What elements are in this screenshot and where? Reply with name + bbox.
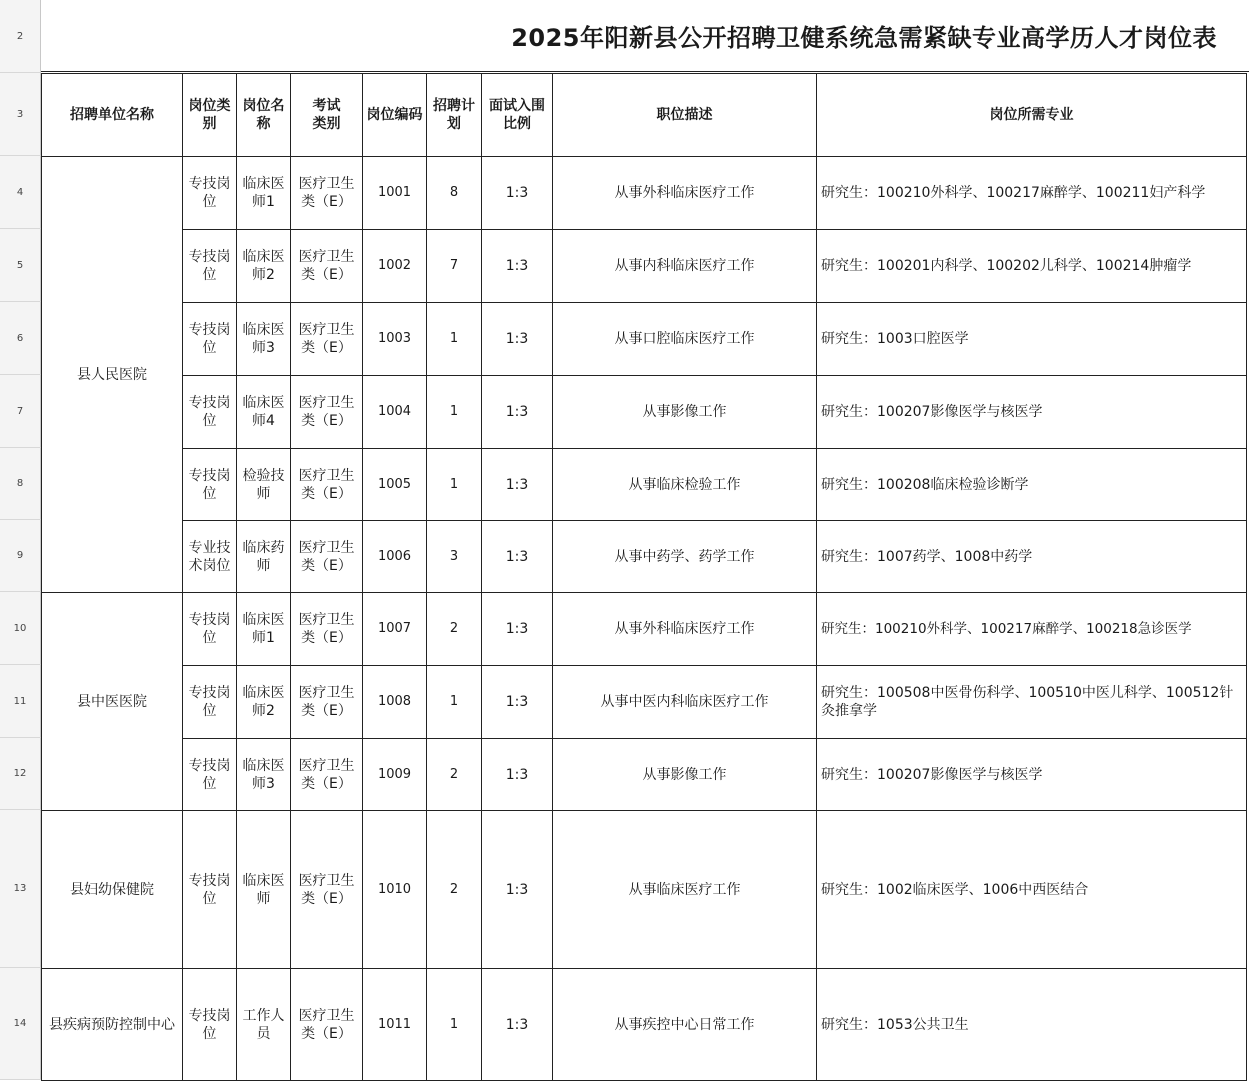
exam-type-cell[interactable]: 医疗卫生类（E）: [291, 449, 363, 521]
plan-cell[interactable]: 1: [427, 969, 482, 1081]
exam-type-cell[interactable]: 医疗卫生类（E）: [291, 666, 363, 739]
table-row: [42, 449, 1247, 521]
description-cell[interactable]: 从事口腔临床医疗工作: [553, 303, 817, 376]
row-number[interactable]: 5: [0, 229, 41, 302]
unit-cell[interactable]: 县中医医院: [42, 593, 183, 811]
post-type-cell[interactable]: 专技岗位: [183, 593, 237, 666]
exam-type-cell[interactable]: 医疗卫生类（E）: [291, 969, 363, 1081]
row-number[interactable]: 6: [0, 302, 41, 375]
unit-cell[interactable]: 县妇幼保健院: [42, 811, 183, 969]
major-cell[interactable]: 研究生：100201内科学、100202儿科学、100214肿瘤学: [817, 230, 1247, 303]
post-name-cell[interactable]: 临床医师1: [237, 593, 291, 666]
header-post-type[interactable]: 岗位类别: [183, 74, 237, 157]
ratio-cell[interactable]: 1:3: [482, 376, 553, 449]
plan-cell[interactable]: 2: [427, 811, 482, 969]
table-row: [42, 666, 1247, 739]
table-row: [42, 593, 1247, 666]
ratio-cell[interactable]: 1:3: [482, 666, 553, 739]
plan-cell[interactable]: 2: [427, 593, 482, 666]
plan-cell[interactable]: 1: [427, 449, 482, 521]
row-number[interactable]: 11: [0, 665, 41, 738]
table-row: [42, 811, 1247, 969]
ratio-cell[interactable]: 1:3: [482, 449, 553, 521]
post-type-cell[interactable]: 专技岗位: [183, 739, 237, 811]
post-name-cell[interactable]: 临床医师2: [237, 230, 291, 303]
ratio-cell[interactable]: 1:3: [482, 593, 553, 666]
exam-type-cell[interactable]: 医疗卫生类（E）: [291, 593, 363, 666]
post-name-cell[interactable]: 临床医师3: [237, 303, 291, 376]
post-name-cell[interactable]: 临床医师3: [237, 739, 291, 811]
exam-type-cell[interactable]: 医疗卫生类（E）: [291, 739, 363, 811]
row-number[interactable]: 7: [0, 375, 41, 448]
plan-cell[interactable]: 3: [427, 521, 482, 593]
plan-cell[interactable]: 2: [427, 739, 482, 811]
table-row: [42, 969, 1247, 1081]
description-cell[interactable]: 从事外科临床医疗工作: [553, 593, 817, 666]
row-number[interactable]: 14: [0, 968, 41, 1080]
exam-type-cell[interactable]: 医疗卫生类（E）: [291, 521, 363, 593]
post-type-cell[interactable]: 专技岗位: [183, 230, 237, 303]
code-cell[interactable]: 1007: [363, 593, 427, 666]
ratio-cell[interactable]: 1:3: [482, 811, 553, 969]
plan-cell[interactable]: 1: [427, 666, 482, 739]
row-number[interactable]: 3: [0, 73, 41, 156]
table-row: [42, 230, 1247, 303]
ratio-cell[interactable]: 1:3: [482, 521, 553, 593]
header-row: [42, 74, 1247, 157]
description-cell[interactable]: 从事临床医疗工作: [553, 811, 817, 969]
exam-type-cell[interactable]: 医疗卫生类（E）: [291, 811, 363, 969]
code-cell[interactable]: 1009: [363, 739, 427, 811]
plan-cell[interactable]: 8: [427, 157, 482, 230]
exam-type-cell[interactable]: 医疗卫生类（E）: [291, 157, 363, 230]
code-cell[interactable]: 1010: [363, 811, 427, 969]
major-cell[interactable]: 研究生：100207影像医学与核医学: [817, 739, 1247, 811]
code-cell[interactable]: 1001: [363, 157, 427, 230]
major-cell[interactable]: 研究生：100207影像医学与核医学: [817, 376, 1247, 449]
table-row: [42, 521, 1247, 593]
ratio-cell[interactable]: 1:3: [482, 303, 553, 376]
ratio-cell[interactable]: 1:3: [482, 157, 553, 230]
header-description[interactable]: 职位描述: [553, 74, 817, 157]
row-number[interactable]: 2: [0, 0, 41, 73]
table-row: [42, 739, 1247, 811]
row-number[interactable]: 10: [0, 592, 41, 665]
row-number[interactable]: 4: [0, 156, 41, 229]
post-type-cell[interactable]: 专技岗位: [183, 666, 237, 739]
table-row: [42, 157, 1247, 230]
post-type-cell[interactable]: 专技岗位: [183, 157, 237, 230]
row-number[interactable]: 9: [0, 520, 41, 592]
description-cell[interactable]: 从事影像工作: [553, 376, 817, 449]
post-name-cell[interactable]: 临床医师4: [237, 376, 291, 449]
header-unit[interactable]: 招聘单位名称: [42, 74, 183, 157]
code-cell[interactable]: 1005: [363, 449, 427, 521]
major-cell[interactable]: 研究生：100508中医骨伤科学、100510中医儿科学、100512针灸推拿学: [817, 666, 1247, 739]
plan-cell[interactable]: 7: [427, 230, 482, 303]
exam-type-cell[interactable]: 医疗卫生类（E）: [291, 230, 363, 303]
major-cell[interactable]: 研究生：100210外科学、100217麻醉学、100218急诊医学: [817, 593, 1247, 666]
exam-type-cell[interactable]: 医疗卫生类（E）: [291, 303, 363, 376]
recruitment-table: [41, 73, 1247, 1081]
code-cell[interactable]: 1006: [363, 521, 427, 593]
row-number[interactable]: 12: [0, 738, 41, 810]
post-type-cell[interactable]: 专技岗位: [183, 303, 237, 376]
post-type-cell[interactable]: 专技岗位: [183, 969, 237, 1081]
description-cell[interactable]: 从事影像工作: [553, 739, 817, 811]
description-cell[interactable]: 从事中药学、药学工作: [553, 521, 817, 593]
major-cell[interactable]: 研究生：1003口腔医学: [817, 303, 1247, 376]
header-major[interactable]: 岗位所需专业: [817, 74, 1247, 157]
header-plan[interactable]: 招聘计划: [427, 74, 482, 157]
post-name-cell[interactable]: 工作人员: [237, 969, 291, 1081]
major-cell[interactable]: 研究生：1053公共卫生: [817, 969, 1247, 1081]
description-cell[interactable]: 从事外科临床医疗工作: [553, 157, 817, 230]
major-cell[interactable]: 研究生：100208临床检验诊断学: [817, 449, 1247, 521]
exam-type-cell[interactable]: 医疗卫生类（E）: [291, 376, 363, 449]
header-exam-type[interactable]: 考试类别: [291, 74, 363, 157]
post-name-cell[interactable]: 检验技师: [237, 449, 291, 521]
header-code[interactable]: 岗位编码: [363, 74, 427, 157]
row-number[interactable]: 8: [0, 448, 41, 520]
ratio-cell[interactable]: 1:3: [482, 739, 553, 811]
post-type-cell[interactable]: 专技岗位: [183, 376, 237, 449]
description-cell[interactable]: 从事内科临床医疗工作: [553, 230, 817, 303]
major-cell[interactable]: 研究生：1002临床医学、1006中西医结合: [817, 811, 1247, 969]
table-row: [42, 303, 1247, 376]
code-cell[interactable]: 1004: [363, 376, 427, 449]
post-name-cell[interactable]: 临床药师: [237, 521, 291, 593]
code-cell[interactable]: 1011: [363, 969, 427, 1081]
post-name-cell[interactable]: 临床医师2: [237, 666, 291, 739]
description-cell[interactable]: 从事临床检验工作: [553, 449, 817, 521]
post-name-cell[interactable]: 临床医师1: [237, 157, 291, 230]
post-type-cell[interactable]: 专技岗位: [183, 811, 237, 969]
code-cell[interactable]: 1008: [363, 666, 427, 739]
description-cell[interactable]: 从事疾控中心日常工作: [553, 969, 817, 1081]
unit-cell[interactable]: 县疾病预防控制中心: [42, 969, 183, 1081]
unit-cell[interactable]: 县人民医院: [42, 157, 183, 593]
table-row: [42, 376, 1247, 449]
plan-cell[interactable]: 1: [427, 303, 482, 376]
major-cell[interactable]: 研究生：100210外科学、100217麻醉学、100211妇产科学: [817, 157, 1247, 230]
code-cell[interactable]: 1003: [363, 303, 427, 376]
code-cell[interactable]: 1002: [363, 230, 427, 303]
ratio-cell[interactable]: 1:3: [482, 969, 553, 1081]
row-number[interactable]: 13: [0, 810, 41, 968]
post-name-cell[interactable]: 临床医师: [237, 811, 291, 969]
description-cell[interactable]: 从事中医内科临床医疗工作: [553, 666, 817, 739]
ratio-cell[interactable]: 1:3: [482, 230, 553, 303]
major-cell[interactable]: 研究生：1007药学、1008中药学: [817, 521, 1247, 593]
plan-cell[interactable]: 1: [427, 376, 482, 449]
header-ratio[interactable]: 面试入围比例: [482, 74, 553, 157]
sheet-title[interactable]: 2025年阳新县公开招聘卫健系统急需紧缺专业高学历人才岗位表: [41, 0, 1249, 72]
post-type-cell[interactable]: 专业技术岗位: [183, 521, 237, 593]
post-type-cell[interactable]: 专技岗位: [183, 449, 237, 521]
header-post-name[interactable]: 岗位名称: [237, 74, 291, 157]
